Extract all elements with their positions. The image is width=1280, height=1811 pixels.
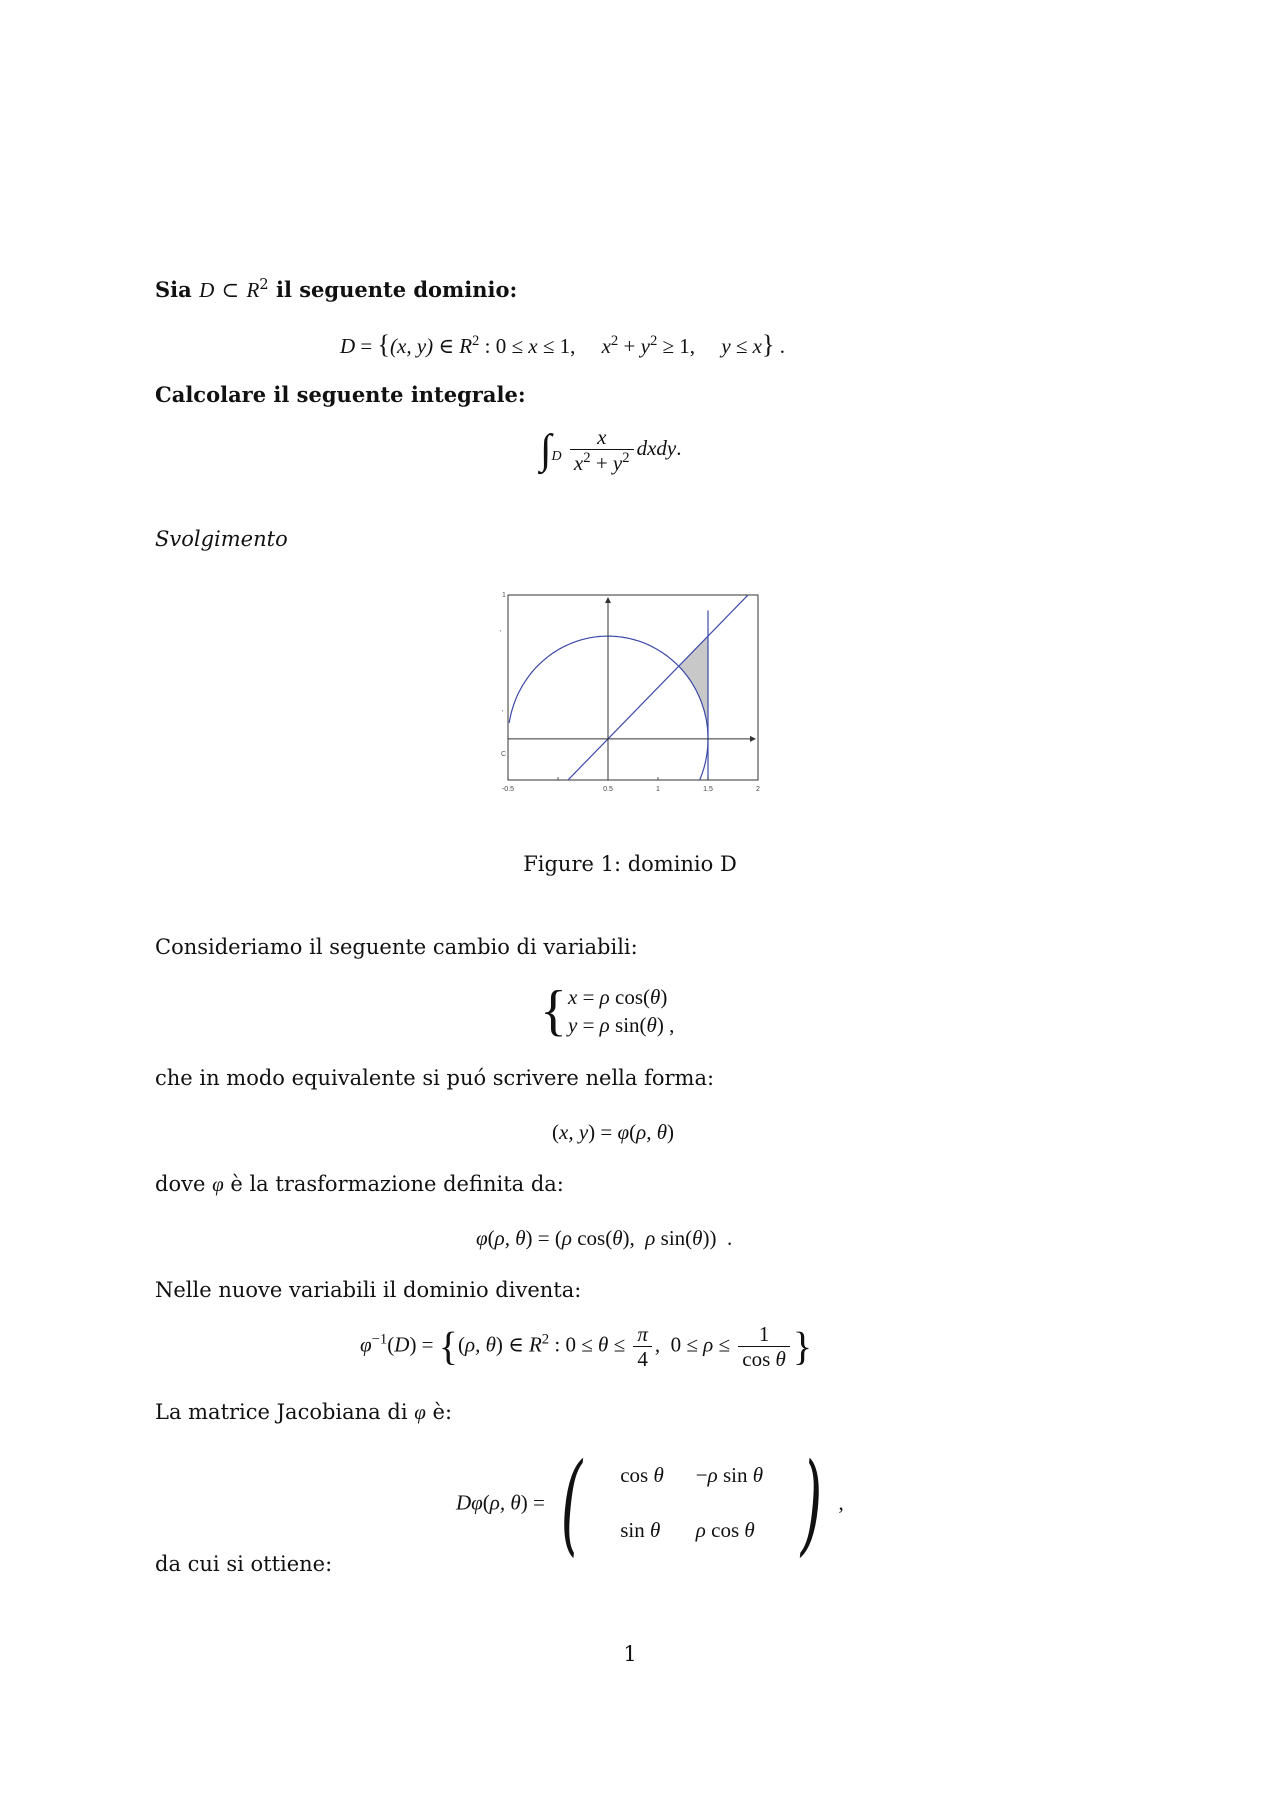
figure-caption: Figure 1: dominio D <box>523 852 737 876</box>
equivalent-text: che in modo equivalente si puó scrivere nella forma: <box>155 1066 715 1090</box>
change-vars-text: Consideriamo il seguente cambio di variabili: <box>155 935 638 959</box>
unit-circle-curve <box>509 636 708 785</box>
x-tick-label: 1 <box>656 786 660 793</box>
system-brace: { <box>540 980 567 1042</box>
line-y-equals-x <box>508 585 758 810</box>
obtain-text: da cui si ottiene: <box>155 1552 333 1576</box>
jacobian-intro: La matrice Jacobiana di φ è: <box>155 1400 453 1424</box>
x-tick-label: 2 <box>756 786 760 793</box>
solution-heading: Svolgimento <box>155 527 288 551</box>
domain-definition: D = {(x, y) ∈ $R^2$ : 0 ≤ x ≤ 1, $x^2 + y^2 \ge 1$, y ≤ x} . <box>340 330 785 359</box>
x-tick-label: 0.5 <box>603 786 613 793</box>
jacobian-cell: cos θ <box>620 1463 664 1487</box>
where-phi-text: dove φ è la trasformazione definita da: <box>155 1172 564 1196</box>
system-y: y = ρ sin(θ) , <box>568 1013 675 1037</box>
y-tick-label: ' <box>500 630 502 637</box>
phi-definition: φ(ρ, θ) = (ρ cos(θ), ρ sin(θ)) . <box>476 1226 733 1250</box>
y-tick-label: C <box>501 751 507 758</box>
y-tick-label: 1 <box>502 592 506 599</box>
system-x: x = ρ cos(θ) <box>568 985 668 1009</box>
domain-plot-svg <box>488 570 768 810</box>
jacobian-matrix: Dφ(ρ, θ) = ( cos θ −ρ sin θ sin θ ρ cos θ ) , <box>456 1439 844 1567</box>
new-vars-text: Nelle nuove variabili il dominio diventa: <box>155 1278 582 1302</box>
x-tick-label: 1.5 <box>703 786 713 793</box>
jacobian-grid <box>598 1453 785 1553</box>
inverse-domain: $\varphi^{-1}(D) = \{(\rho$, θ) ∈ $R^2$ : 0 ≤ θ ≤ $\frac{\pi}{4}$ , 0 ≤ ρ ≤ $\frac{1}{\text{cos θ}}$ } <box>360 1322 813 1372</box>
y-tick-label: ' <box>502 710 504 717</box>
x-axis-arrow <box>750 736 756 742</box>
integral-formula: $\int_D$ $\frac{x}{x^2 + y^2}$ dxdy. <box>540 425 682 476</box>
map-equation: (x, y) = φ(ρ, θ) <box>552 1120 675 1144</box>
jacobian-cell: −ρ sin θ <box>695 1463 764 1487</box>
y-axis-arrow <box>605 597 611 603</box>
right-paren: ) <box>801 1439 823 1567</box>
jacobian-cell: sin θ <box>620 1518 661 1542</box>
figure-domain-plot <box>488 570 768 810</box>
jacobian-cell: ρ cos θ <box>695 1518 755 1542</box>
task-text: Calcolare il seguente integrale: <box>155 382 526 407</box>
variable-system <box>540 980 675 1042</box>
page-number: 1 <box>623 1642 637 1666</box>
x-tick-label: -0.5 <box>501 786 515 793</box>
left-paren: ( <box>560 1439 583 1567</box>
problem-intro: Sia D ⊂ $R^2$ il seguente dominio: <box>155 276 518 302</box>
